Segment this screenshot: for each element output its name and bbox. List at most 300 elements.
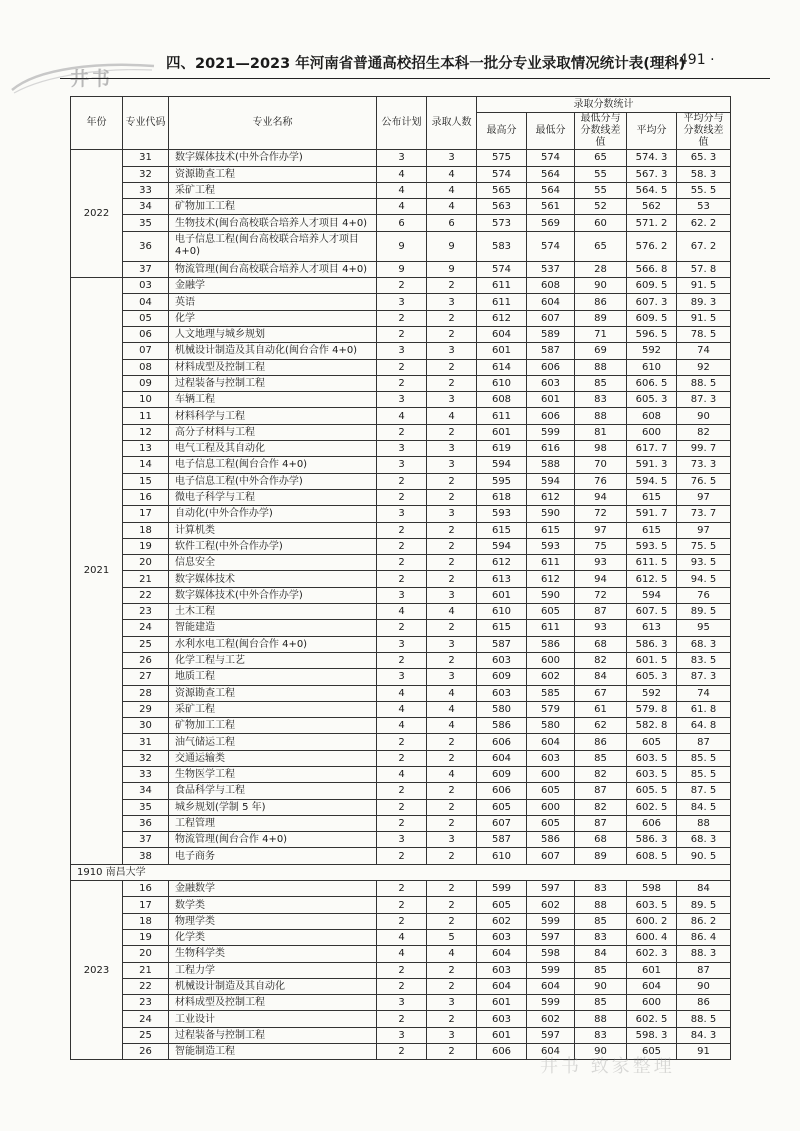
cell-min: 586 <box>527 832 575 848</box>
cell-min-diff: 83 <box>575 392 627 408</box>
cell-avg: 600 <box>627 995 677 1011</box>
cell-min: 608 <box>527 278 575 294</box>
cell-plan: 3 <box>377 832 427 848</box>
cell-max: 583 <box>477 231 527 261</box>
cell-name: 工业设计 <box>169 1011 377 1027</box>
cell-avg: 607. 5 <box>627 604 677 620</box>
cell-min: 597 <box>527 1027 575 1043</box>
cell-min: 574 <box>527 150 575 166</box>
table-row <box>71 636 731 652</box>
cell-plan: 2 <box>377 424 427 440</box>
cell-avg-diff: 86 <box>677 995 731 1011</box>
cell-name: 物流管理(闽台高校联合培养人才项目 4+0) <box>169 261 377 277</box>
cell-min: 599 <box>527 995 575 1011</box>
cell-min: 611 <box>527 555 575 571</box>
cell-avg: 603. 5 <box>627 750 677 766</box>
table-row <box>71 783 731 799</box>
cell-code: 36 <box>123 815 169 831</box>
cell-min: 605 <box>527 815 575 831</box>
cell-plan: 6 <box>377 215 427 231</box>
cell-max: 594 <box>477 538 527 554</box>
cell-max: 614 <box>477 359 527 375</box>
cell-admitted: 2 <box>427 1044 477 1060</box>
cell-code: 35 <box>123 799 169 815</box>
cell-avg-diff: 84 <box>677 881 731 897</box>
cell-avg: 579. 8 <box>627 701 677 717</box>
cell-avg: 591. 7 <box>627 506 677 522</box>
cell-min: 605 <box>527 604 575 620</box>
cell-min-diff: 93 <box>575 620 627 636</box>
cell-max: 604 <box>477 750 527 766</box>
table-row <box>71 978 731 994</box>
table-row <box>71 441 731 457</box>
col-min-diff: 最低分与分数线差值 <box>575 113 627 150</box>
table-row <box>71 897 731 913</box>
table-row <box>71 571 731 587</box>
cell-max: 601 <box>477 587 527 603</box>
cell-min: 598 <box>527 946 575 962</box>
table-row <box>71 718 731 734</box>
cell-code: 20 <box>123 555 169 571</box>
cell-avg-diff: 90 <box>677 978 731 994</box>
cell-plan: 4 <box>377 604 427 620</box>
cell-name: 微电子科学与工程 <box>169 489 377 505</box>
col-year: 年份 <box>71 97 123 150</box>
cell-min: 604 <box>527 734 575 750</box>
cell-code: 10 <box>123 392 169 408</box>
cell-name: 电子商务 <box>169 848 377 864</box>
cell-name: 电子信息工程(闽台合作 4+0) <box>169 457 377 473</box>
cell-code: 06 <box>123 326 169 342</box>
cell-min: 604 <box>527 1044 575 1060</box>
cell-avg-diff: 87. 3 <box>677 392 731 408</box>
table-row <box>71 294 731 310</box>
cell-max: 613 <box>477 571 527 587</box>
cell-avg-diff: 74 <box>677 343 731 359</box>
cell-max: 603 <box>477 652 527 668</box>
cell-admitted: 2 <box>427 310 477 326</box>
cell-avg: 586. 3 <box>627 832 677 848</box>
cell-code: 19 <box>123 929 169 945</box>
cell-admitted: 3 <box>427 506 477 522</box>
cell-plan: 3 <box>377 343 427 359</box>
table-row <box>71 182 731 198</box>
cell-avg: 606 <box>627 815 677 831</box>
cell-plan: 4 <box>377 199 427 215</box>
col-name: 专业名称 <box>169 97 377 150</box>
cell-max: 604 <box>477 946 527 962</box>
table-row <box>71 652 731 668</box>
cell-min-diff: 83 <box>575 881 627 897</box>
table-row <box>71 913 731 929</box>
cell-avg: 594 <box>627 587 677 603</box>
cell-min: 600 <box>527 652 575 668</box>
table-row <box>71 199 731 215</box>
cell-avg-diff: 82 <box>677 424 731 440</box>
cell-admitted: 4 <box>427 604 477 620</box>
header-divider <box>60 78 770 79</box>
cell-admitted: 2 <box>427 750 477 766</box>
cell-min: 606 <box>527 408 575 424</box>
cell-avg-diff: 87. 5 <box>677 783 731 799</box>
cell-code: 08 <box>123 359 169 375</box>
cell-code: 27 <box>123 669 169 685</box>
cell-avg: 586. 3 <box>627 636 677 652</box>
cell-code: 23 <box>123 604 169 620</box>
cell-min-diff: 87 <box>575 783 627 799</box>
year-cell: 2023 <box>71 881 123 1060</box>
cell-code: 36 <box>123 231 169 261</box>
cell-code: 21 <box>123 962 169 978</box>
col-avg-diff: 平均分与分数线差值 <box>677 113 731 150</box>
cell-min-diff: 94 <box>575 489 627 505</box>
cell-plan: 3 <box>377 150 427 166</box>
cell-name: 信息安全 <box>169 555 377 571</box>
cell-avg-diff: 84. 5 <box>677 799 731 815</box>
cell-admitted: 2 <box>427 522 477 538</box>
cell-name: 电子信息工程(闽台高校联合培养人才项目 4+0) <box>169 231 377 261</box>
cell-admitted: 2 <box>427 359 477 375</box>
cell-admitted: 2 <box>427 1011 477 1027</box>
cell-name: 数学类 <box>169 897 377 913</box>
cell-plan: 2 <box>377 897 427 913</box>
cell-avg: 605. 3 <box>627 669 677 685</box>
cell-avg-diff: 91. 5 <box>677 278 731 294</box>
cell-avg-diff: 67. 2 <box>677 231 731 261</box>
cell-max: 604 <box>477 326 527 342</box>
cell-max: 565 <box>477 182 527 198</box>
cell-avg-diff: 58. 3 <box>677 166 731 182</box>
cell-name: 食品科学与工程 <box>169 783 377 799</box>
cell-name: 英语 <box>169 294 377 310</box>
cell-avg-diff: 86. 4 <box>677 929 731 945</box>
cell-max: 601 <box>477 995 527 1011</box>
cell-min-diff: 83 <box>575 1027 627 1043</box>
cell-name: 地质工程 <box>169 669 377 685</box>
cell-plan: 2 <box>377 848 427 864</box>
cell-min-diff: 88 <box>575 408 627 424</box>
cell-avg: 601 <box>627 962 677 978</box>
cell-avg-diff: 68. 3 <box>677 636 731 652</box>
cell-code: 30 <box>123 718 169 734</box>
cell-code: 26 <box>123 652 169 668</box>
cell-avg-diff: 93. 5 <box>677 555 731 571</box>
cell-max: 601 <box>477 1027 527 1043</box>
cell-code: 21 <box>123 571 169 587</box>
cell-avg-diff: 73. 3 <box>677 457 731 473</box>
cell-max: 609 <box>477 766 527 782</box>
cell-admitted: 3 <box>427 343 477 359</box>
cell-plan: 2 <box>377 962 427 978</box>
cell-min: 606 <box>527 359 575 375</box>
table-row <box>71 848 731 864</box>
table-row <box>71 392 731 408</box>
table-row <box>71 343 731 359</box>
cell-min-diff: 97 <box>575 522 627 538</box>
cell-plan: 4 <box>377 408 427 424</box>
cell-max: 563 <box>477 199 527 215</box>
page-number: · 491 · <box>670 52 715 68</box>
cell-avg-diff: 88 <box>677 815 731 831</box>
cell-admitted: 2 <box>427 799 477 815</box>
cell-min: 602 <box>527 1011 575 1027</box>
cell-min-diff: 88 <box>575 897 627 913</box>
cell-avg: 574. 3 <box>627 150 677 166</box>
cell-name: 化学 <box>169 310 377 326</box>
cell-min-diff: 85 <box>575 750 627 766</box>
cell-max: 595 <box>477 473 527 489</box>
table-row <box>71 326 731 342</box>
cell-plan: 4 <box>377 766 427 782</box>
cell-min: 564 <box>527 166 575 182</box>
cell-code: 22 <box>123 978 169 994</box>
cell-avg-diff: 90 <box>677 408 731 424</box>
cell-plan: 9 <box>377 231 427 261</box>
cell-min: 607 <box>527 310 575 326</box>
cell-min: 589 <box>527 326 575 342</box>
cell-admitted: 2 <box>427 848 477 864</box>
cell-admitted: 3 <box>427 587 477 603</box>
cell-code: 11 <box>123 408 169 424</box>
cell-admitted: 3 <box>427 636 477 652</box>
cell-code: 17 <box>123 897 169 913</box>
cell-code: 26 <box>123 1044 169 1060</box>
cell-name: 生物技术(闽台高校联合培养人才项目 4+0) <box>169 215 377 231</box>
cell-min-diff: 60 <box>575 215 627 231</box>
cell-avg: 613 <box>627 620 677 636</box>
cell-avg: 571. 2 <box>627 215 677 231</box>
table-row <box>71 995 731 1011</box>
cell-avg: 601. 5 <box>627 652 677 668</box>
cell-min-diff: 89 <box>575 310 627 326</box>
cell-name: 智能制造工程 <box>169 1044 377 1060</box>
cell-admitted: 4 <box>427 766 477 782</box>
cell-avg: 602. 5 <box>627 799 677 815</box>
cell-name: 矿物加工工程 <box>169 718 377 734</box>
cell-min: 579 <box>527 701 575 717</box>
cell-min-diff: 90 <box>575 278 627 294</box>
cell-min: 602 <box>527 897 575 913</box>
cell-min-diff: 70 <box>575 457 627 473</box>
cell-max: 601 <box>477 424 527 440</box>
cell-min: 569 <box>527 215 575 231</box>
cell-name: 机械设计制造及其自动化(闽台合作 4+0) <box>169 343 377 359</box>
cell-avg-diff: 55. 5 <box>677 182 731 198</box>
cell-name: 人文地理与城乡规划 <box>169 326 377 342</box>
cell-min-diff: 90 <box>575 1044 627 1060</box>
cell-max: 609 <box>477 669 527 685</box>
col-max: 最高分 <box>477 113 527 150</box>
cell-min-diff: 85 <box>575 913 627 929</box>
admission-stats-table <box>70 96 731 1060</box>
cell-plan: 2 <box>377 326 427 342</box>
cell-name: 自动化(中外合作办学) <box>169 506 377 522</box>
table-row <box>71 150 731 166</box>
cell-code: 15 <box>123 473 169 489</box>
cell-avg-diff: 85. 5 <box>677 766 731 782</box>
cell-plan: 2 <box>377 1044 427 1060</box>
table-row <box>71 929 731 945</box>
cell-name: 化学工程与工艺 <box>169 652 377 668</box>
cell-avg-diff: 95 <box>677 620 731 636</box>
cell-avg: 567. 3 <box>627 166 677 182</box>
cell-name: 采矿工程 <box>169 701 377 717</box>
cell-plan: 2 <box>377 359 427 375</box>
cell-avg-diff: 88. 5 <box>677 1011 731 1027</box>
cell-max: 601 <box>477 343 527 359</box>
cell-plan: 4 <box>377 701 427 717</box>
cell-max: 603 <box>477 929 527 945</box>
cell-code: 13 <box>123 441 169 457</box>
cell-min-diff: 82 <box>575 799 627 815</box>
cell-avg: 598 <box>627 881 677 897</box>
cell-avg: 617. 7 <box>627 441 677 457</box>
cell-admitted: 4 <box>427 946 477 962</box>
cell-min-diff: 85 <box>575 375 627 391</box>
cell-plan: 4 <box>377 182 427 198</box>
cell-code: 20 <box>123 946 169 962</box>
cell-plan: 2 <box>377 750 427 766</box>
cell-max: 612 <box>477 555 527 571</box>
cell-plan: 3 <box>377 441 427 457</box>
cell-min: 580 <box>527 718 575 734</box>
cell-max: 599 <box>477 881 527 897</box>
table-row <box>71 489 731 505</box>
cell-avg: 610 <box>627 359 677 375</box>
cell-avg-diff: 86. 2 <box>677 913 731 929</box>
cell-admitted: 2 <box>427 473 477 489</box>
cell-max: 593 <box>477 506 527 522</box>
cell-max: 586 <box>477 718 527 734</box>
table-row <box>71 832 731 848</box>
cell-min-diff: 71 <box>575 326 627 342</box>
cell-name: 城乡规划(学制 5 年) <box>169 799 377 815</box>
cell-avg-diff: 88. 5 <box>677 375 731 391</box>
cell-name: 资源勘查工程 <box>169 685 377 701</box>
cell-avg-diff: 76. 5 <box>677 473 731 489</box>
cell-name: 材料成型及控制工程 <box>169 995 377 1011</box>
cell-code: 37 <box>123 261 169 277</box>
cell-min: 561 <box>527 199 575 215</box>
cell-admitted: 2 <box>427 652 477 668</box>
cell-avg: 591. 3 <box>627 457 677 473</box>
cell-min: 599 <box>527 424 575 440</box>
section-2023 <box>71 881 731 1060</box>
table-row <box>71 766 731 782</box>
cell-avg: 592 <box>627 685 677 701</box>
table-row <box>71 734 731 750</box>
cell-admitted: 2 <box>427 489 477 505</box>
table-row <box>71 538 731 554</box>
table-row <box>71 669 731 685</box>
cell-code: 37 <box>123 832 169 848</box>
cell-plan: 2 <box>377 571 427 587</box>
cell-min-diff: 85 <box>575 995 627 1011</box>
cell-avg: 608 <box>627 408 677 424</box>
cell-admitted: 6 <box>427 215 477 231</box>
cell-code: 12 <box>123 424 169 440</box>
col-admitted: 录取人数 <box>427 97 477 150</box>
cell-min: 602 <box>527 669 575 685</box>
cell-code: 14 <box>123 457 169 473</box>
table-row <box>71 375 731 391</box>
cell-min-diff: 55 <box>575 182 627 198</box>
cell-avg-diff: 89. 5 <box>677 897 731 913</box>
cell-min: 590 <box>527 587 575 603</box>
cell-name: 机械设计制造及其自动化 <box>169 978 377 994</box>
cell-max: 619 <box>477 441 527 457</box>
cell-code: 19 <box>123 538 169 554</box>
cell-name: 数字媒体技术(中外合作办学) <box>169 150 377 166</box>
cell-name: 油气储运工程 <box>169 734 377 750</box>
table-row <box>71 522 731 538</box>
cell-min: 612 <box>527 489 575 505</box>
cell-avg-diff: 88. 3 <box>677 946 731 962</box>
cell-min: 590 <box>527 506 575 522</box>
cell-name: 材料科学与工程 <box>169 408 377 424</box>
cell-min-diff: 83 <box>575 929 627 945</box>
cell-min: 605 <box>527 783 575 799</box>
cell-admitted: 2 <box>427 783 477 799</box>
year-cell: 2021 <box>71 278 123 865</box>
col-avg: 平均分 <box>627 113 677 150</box>
cell-min: 603 <box>527 375 575 391</box>
cell-code: 35 <box>123 215 169 231</box>
table-row <box>71 457 731 473</box>
cell-code: 24 <box>123 1011 169 1027</box>
cell-max: 610 <box>477 848 527 864</box>
cell-max: 604 <box>477 978 527 994</box>
cell-plan: 3 <box>377 294 427 310</box>
table-row <box>71 685 731 701</box>
cell-min: 603 <box>527 750 575 766</box>
cell-plan: 2 <box>377 375 427 391</box>
cell-avg: 609. 5 <box>627 310 677 326</box>
cell-code: 33 <box>123 766 169 782</box>
table-row <box>71 620 731 636</box>
cell-plan: 2 <box>377 278 427 294</box>
cell-avg: 612. 5 <box>627 571 677 587</box>
cell-admitted: 2 <box>427 815 477 831</box>
cell-avg-diff: 85. 5 <box>677 750 731 766</box>
cell-max: 574 <box>477 166 527 182</box>
cell-max: 580 <box>477 701 527 717</box>
cell-code: 16 <box>123 489 169 505</box>
cell-min: 607 <box>527 848 575 864</box>
cell-name: 材料成型及控制工程 <box>169 359 377 375</box>
cell-name: 过程装备与控制工程 <box>169 375 377 391</box>
cell-name: 矿物加工工程 <box>169 199 377 215</box>
cell-avg: 606. 5 <box>627 375 677 391</box>
cell-max: 587 <box>477 636 527 652</box>
cell-admitted: 3 <box>427 1027 477 1043</box>
cell-plan: 2 <box>377 799 427 815</box>
table-row <box>71 506 731 522</box>
cell-min: 597 <box>527 881 575 897</box>
cell-name: 过程装备与控制工程 <box>169 1027 377 1043</box>
cell-plan: 4 <box>377 946 427 962</box>
col-code: 专业代码 <box>123 97 169 150</box>
cell-min: 594 <box>527 473 575 489</box>
table-row <box>71 1027 731 1043</box>
cell-avg: 607. 3 <box>627 294 677 310</box>
table-row <box>71 231 731 261</box>
cell-avg-diff: 87 <box>677 734 731 750</box>
cell-min-diff: 81 <box>575 424 627 440</box>
cell-min-diff: 93 <box>575 555 627 571</box>
cell-min-diff: 98 <box>575 441 627 457</box>
cell-admitted: 9 <box>427 231 477 261</box>
